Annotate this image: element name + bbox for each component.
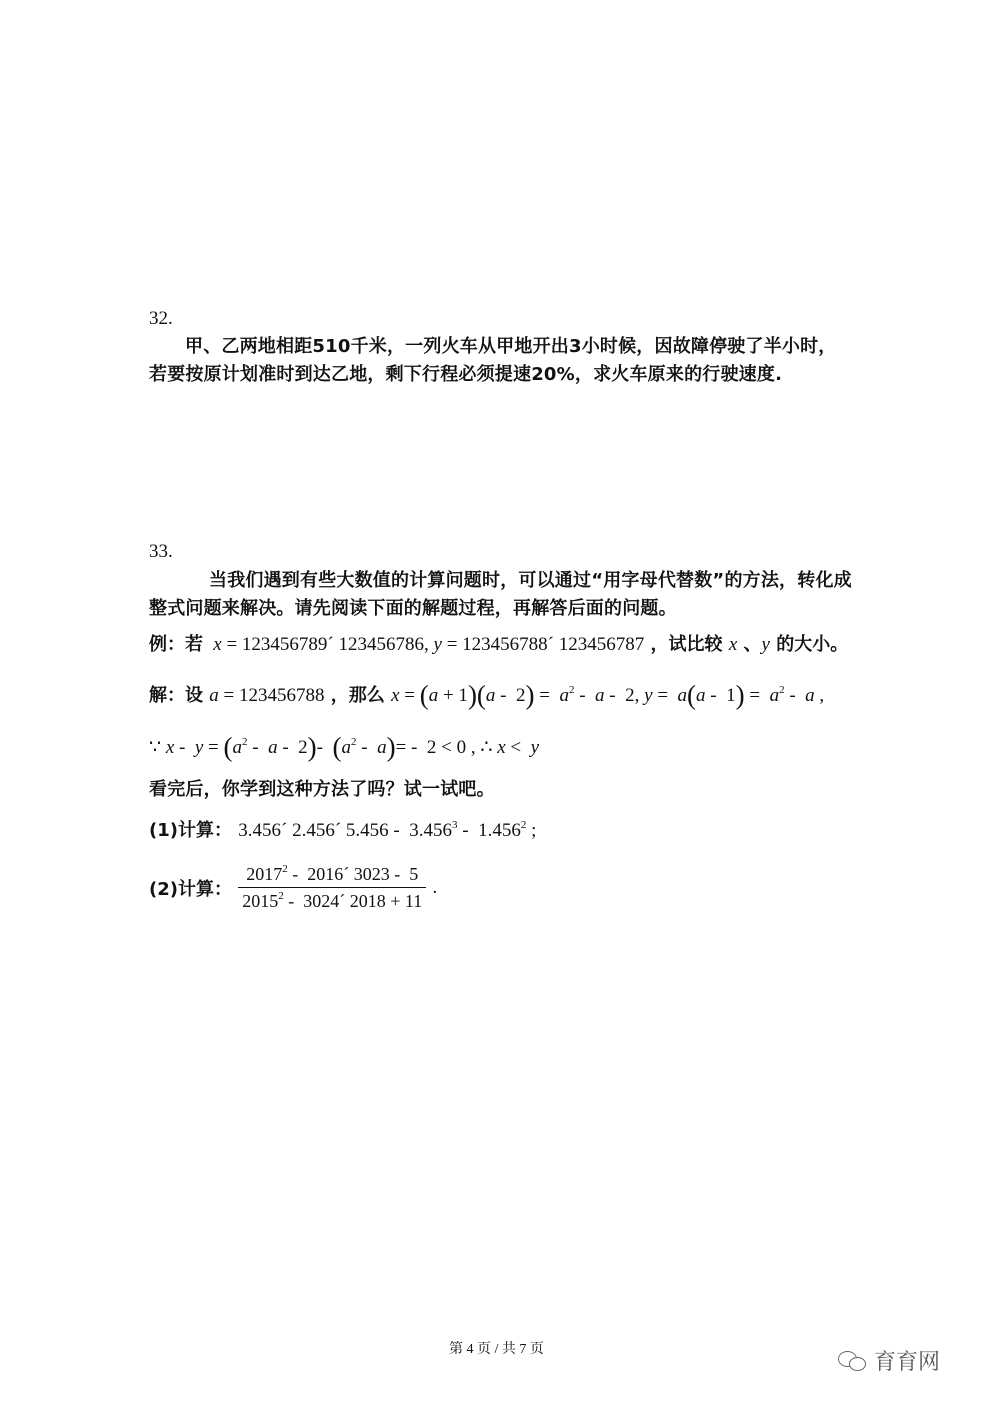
page-footer: 第 4 页 / 共 7 页 [449,1342,544,1357]
solution-then: ，那么 [330,685,385,706]
question-32-line-1: 甲、乙两地相距510千米，一列火车从甲地开出3小时候，因故障停驶了半小时， [185,336,837,357]
part-2-end: . [432,877,438,898]
solution-expression: $x = (a + 1)(a - 2) = a^2 - a - 2$, $y = a(a - 1) = a^2 - a$ , [391,680,825,710]
question-32-number: 32. [149,308,173,329]
solution-line [149,680,824,711]
part-1-expression: 3.456´ 2.456´ 5.456 - 3.456$^3$ - 1.456$^2$ ; [238,819,537,841]
question-32-line-2: 若要按原计划准时到达乙地，剩下行程必须提速20%，求火车原来的行驶速度. [149,364,783,385]
solution-label: 解：设 [149,685,203,706]
wechat-bubble-icon [838,1349,868,1373]
watermark-text: 育育网 [874,1350,941,1375]
question-33-intro-2: 整式问题来解决。请先阅读下面的解题过程，再解答后面的问题。 [149,598,677,619]
example-line [149,630,848,656]
part-2-label: (2)计算： [149,879,232,900]
fraction-numerator: 2017$^2$ - 2016´ 3023 - 5 [238,864,426,888]
part-1-label: (1)计算： [149,820,232,841]
part-2-fraction [238,864,426,912]
question-33-number: 33. [149,541,173,562]
example-tail: ，试比较 x 、y 的大小。 [650,634,849,655]
watermark [838,1345,940,1376]
example-label: 例：若 [149,634,203,655]
because-expression: ∵ $x - y = (a^2 - a - 2)-$ $(a^2 - a)= - 2 < 0$ , ∴ x < y [149,732,540,762]
solution-a-definition: a = 123456788 [209,685,325,706]
part-2-line [149,864,437,912]
after-text: 看完后，你学到这种方法了吗？试一试吧。 [149,779,495,800]
fraction-denominator: 2015$^2$ - 3024´ 2018 + 11 [242,890,423,911]
part-1-line [149,816,536,842]
example-x-expression: x = 123456789´ 123456786, y = 123456788´ 123456787 [213,634,645,655]
question-33-intro-1: 当我们遇到有些大数值的计算问题时，可以通过“用字母代替数”的方法，转化成 [209,570,852,591]
because-line [149,732,539,763]
